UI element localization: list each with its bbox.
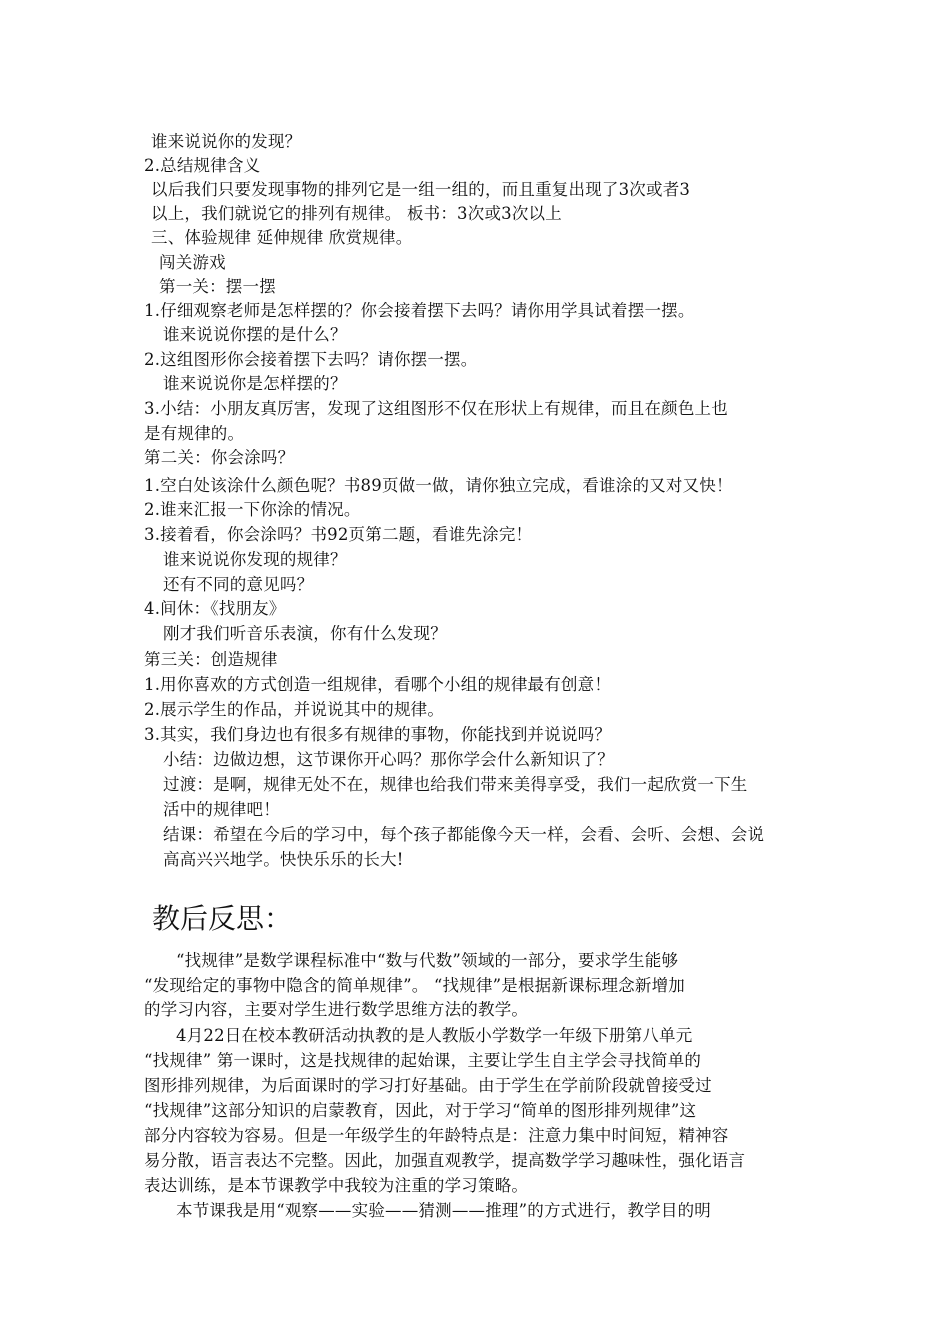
text-line: 谁来说说你是怎样摆的？	[163, 374, 347, 393]
text-line: 1.空白处该涂什么颜色呢？书89页做一做，请你独立完成，看谁涂的又对又快！	[144, 476, 733, 495]
text-line: 4.间休：《找朋友》	[144, 599, 286, 618]
text-line: 本节课我是用“观察——实验——猜测——推理”的方式进行，教学目的明	[176, 1201, 711, 1220]
text-line: 刚才我们听音乐表演，你有什么发现？	[163, 624, 447, 643]
text-line: 2.总结规律含义	[144, 156, 261, 175]
text-line: 以后我们只要发现事物的排列它是一组一组的，而且重复出现了3次或者3	[151, 180, 691, 199]
text-line: 3.接着看，你会涂吗？书92页第二题，看谁先涂完！	[144, 525, 533, 544]
text-line: 1.仔细观察老师是怎样摆的？你会接着摆下去吗？请你用学具试着摆一摆。	[144, 301, 695, 320]
text-line: 还有不同的意见吗？	[163, 575, 314, 594]
text-line: 过渡：是啊，规律无处不在，规律也给我们带来美得享受，我们一起欣赏一下生	[163, 775, 748, 794]
text-line: “发现给定的事物中隐含的简单规律”。 “找规律”是根据新课标理念新增加	[144, 976, 685, 995]
text-line: 2.这组图形你会接着摆下去吗？请你摆一摆。	[144, 350, 478, 369]
text-line: 结课：希望在今后的学习中，每个孩子都能像今天一样，会看、会听、会想、会说	[163, 825, 765, 844]
text-line: 第一关：摆一摆	[159, 277, 276, 296]
text-line: 三、体验规律 延伸规律 欣赏规律。	[151, 228, 413, 247]
text-line: 第三关：创造规律	[144, 650, 278, 669]
text-line: 高高兴兴地学。快快乐乐的长大!	[163, 850, 404, 869]
text-line: “找规律”是数学课程标准中“数与代数”领域的一部分，要求学生能够	[176, 951, 679, 970]
text-line: 以上，我们就说它的排列有规律。 板书：3次或3次以上	[151, 204, 562, 223]
text-line: 4月22日在校本教研活动执教的是人教版小学数学一年级下册第八单元	[176, 1026, 693, 1045]
text-line: 是有规律的。	[144, 424, 245, 443]
text-line: 谁来说说你发现的规律？	[163, 550, 347, 569]
text-line: 谁来说说你摆的是什么？	[163, 325, 347, 344]
text-line: 1.用你喜欢的方式创造一组规律，看哪个小组的规律最有创意！	[144, 675, 612, 694]
section-heading: 教后反思：	[152, 902, 293, 935]
text-line: 第二关：你会涂吗？	[144, 448, 295, 467]
text-line: 3.小结：小朋友真厉害，发现了这组图形不仅在形状上有规律，而且在颜色上也	[144, 399, 728, 418]
text-line: 易分散，语言表达不完整。因此，加强直观教学，提高数学学习趣味性，强化语言	[144, 1151, 746, 1170]
text-line: “找规律” 第一课时，这是找规律的起始课，主要让学生自主学会寻找简单的	[144, 1051, 702, 1070]
text-line: 小结：边做边想，这节课你开心吗？那你学会什么新知识了？	[163, 750, 614, 769]
text-line: 2.谁来汇报一下你涂的情况。	[144, 500, 361, 519]
text-line: 2.展示学生的作品，并说说其中的规律。	[144, 700, 445, 719]
text-line: 部分内容较为容易。但是一年级学生的年龄特点是：注意力集中时间短，精神容	[144, 1126, 729, 1145]
text-line: 闯关游戏	[159, 253, 226, 272]
text-line: 表达训练，是本节课教学中我较为注重的学习策略。	[144, 1176, 529, 1195]
text-line: 的学习内容，主要对学生进行数学思维方法的教学。	[144, 1000, 529, 1019]
text-line: 图形排列规律，为后面课时的学习打好基础。由于学生在学前阶段就曾接受过	[144, 1076, 712, 1095]
text-line: 活中的规律吧！	[163, 800, 280, 819]
text-line: 谁来说说你的发现？	[151, 132, 302, 151]
text-line: “找规律”这部分知识的启蒙教育，因此，对于学习“简单的图形排列规律”这	[144, 1101, 697, 1120]
text-line: 3.其实，我们身边也有很多有规律的事物，你能找到并说说吗？	[144, 725, 612, 744]
